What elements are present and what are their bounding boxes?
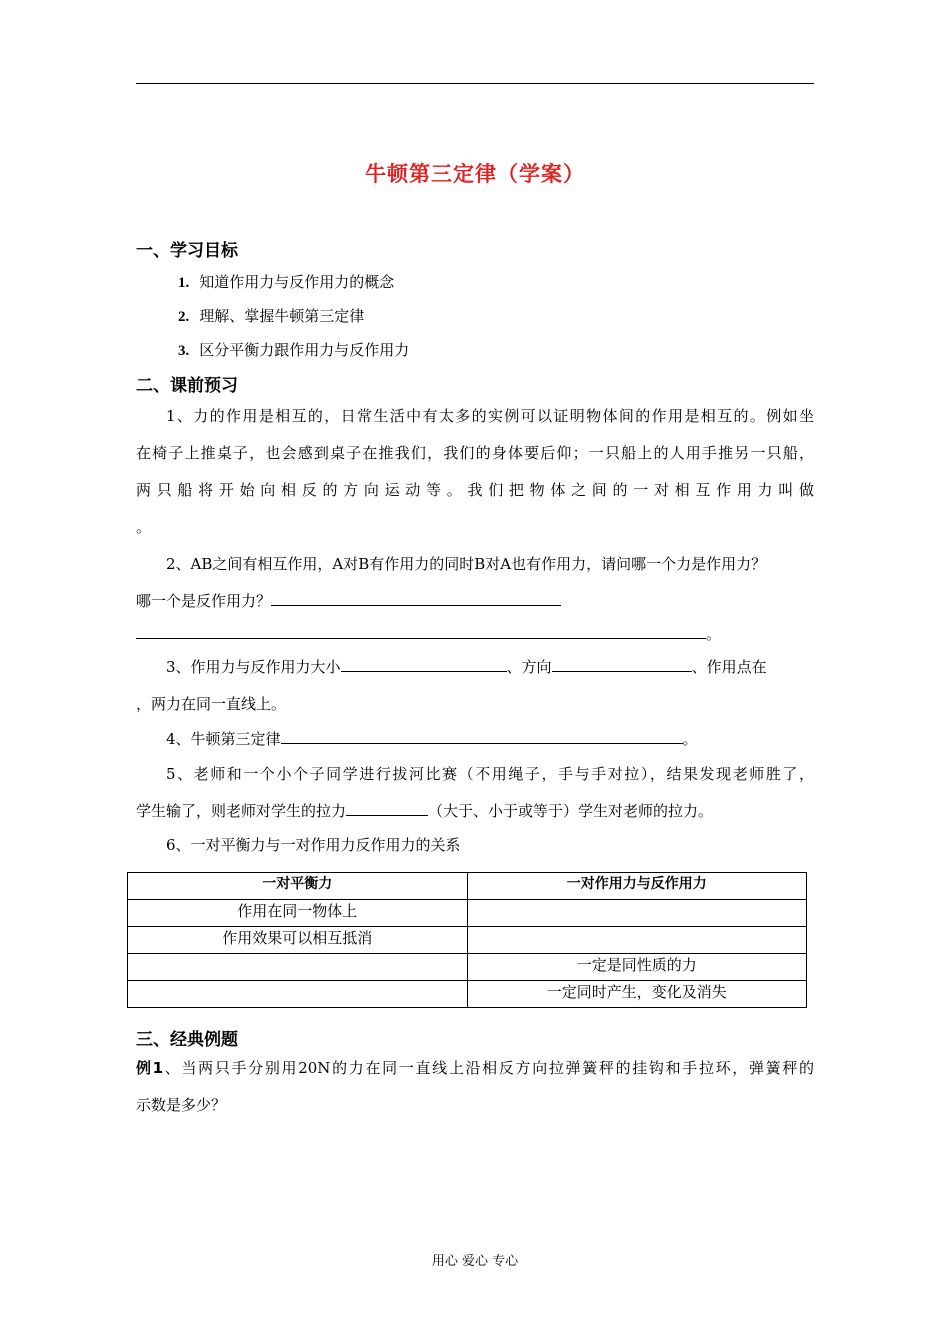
p2-line3 [136,616,814,653]
table-cell: 一定同时产生，变化及消失 [467,981,807,1008]
p5-line1: 5、老师和一个小个子同学进行拔河比赛（不用绳子，手与手对拉），结果发现老师胜了， [166,765,814,783]
p3-line2: ，两力在同一直线上。 [136,695,287,713]
answer-blank[interactable] [136,622,706,639]
objective-num: 3. [178,343,190,359]
comparison-table [127,872,807,1008]
table-cell: 作用在同一物体上 [128,900,468,927]
example1-line2: 示数是多少？ [136,1096,227,1114]
objective-num: 2. [178,309,190,325]
objective-text: 区分平衡力跟作用力与反作用力 [199,341,410,359]
table-row [128,900,807,927]
p2-end: 。 [706,625,722,643]
p2-question: 哪一个是反作用力？ [136,592,272,610]
answer-blank[interactable] [552,655,692,672]
answer-blank[interactable] [281,727,683,744]
table-row [128,954,807,981]
page-footer: 用心 爱心 专心 [431,1254,519,1269]
p3-text-a: 3、作用力与反作用力大小 [166,658,341,676]
p5-line2 [136,793,814,830]
table-cell: 一定是同性质的力 [467,954,807,981]
objective-text: 理解、掌握牛顿第三定律 [199,307,365,325]
table-cell[interactable] [467,927,807,954]
section1-heading: 一、学习目标 [136,241,238,261]
header-rule [136,83,814,84]
p3-text-b: 、方向 [506,658,552,676]
table-cell[interactable] [467,900,807,927]
objective-num: 1. [178,275,190,291]
objective-item-2 [178,305,364,326]
answer-blank[interactable] [346,799,428,816]
section2-heading: 二、课前预习 [136,376,238,396]
page-title: 牛顿第三定律（学案） [365,162,585,186]
p4-line [136,721,814,758]
p6-line: 6、一对平衡力与一对作用力反作用力的关系 [166,836,461,854]
p4-end: 。 [682,730,698,748]
objective-text: 知道作用力与反作用力的概念 [199,273,395,291]
p1-line2: 在椅子上推桌子，也会感到桌子在推我们，我们的身体要后仰；一只船上的人用手推另一只船， [136,444,814,462]
answer-blank[interactable] [271,589,561,606]
p3-line1 [136,649,814,686]
table-header: 一对作用力与反作用力 [467,873,807,900]
p2-line2 [136,583,814,620]
p4-text: 4、牛顿第三定律 [166,730,281,748]
section3-heading: 三、经典例题 [136,1030,238,1050]
answer-blank[interactable] [341,655,507,672]
example1-line1 [136,1050,814,1087]
table-row [128,981,807,1008]
objective-item-1 [178,271,394,292]
p3-text-c: 、作用点在 [691,658,767,676]
example-text: 、当两只手分别用20N的力在同一直线上沿相反方向拉弹簧秤的挂钩和手拉环，弹簧秤的 [163,1059,815,1077]
table-header-row [128,873,807,900]
table-cell: 作用效果可以相互抵消 [128,927,468,954]
table-header: 一对平衡力 [128,873,468,900]
example-label: 例1 [136,1059,164,1077]
p1-line3: 两只船将开始向相反的方向运动等。我们把物体之间的一对相互作用力叫做 [136,481,814,499]
p1-line1: 1、力的作用是相互的，日常生活中有太多的实例可以证明物体间的作用是相互的。例如坐 [166,407,814,425]
p1-line4: 。 [136,518,152,536]
p5-text-a: 学生输了，则老师对学生的拉力 [136,802,347,820]
objective-item-3 [178,339,409,360]
table-cell[interactable] [128,954,468,981]
table-cell[interactable] [128,981,468,1008]
p5-text-b: （大于、小于或等于）学生对老师的拉力。 [428,802,714,820]
table-row [128,927,807,954]
p2-line1: 2、AB之间有相互作用，A对B有作用力的同时B对A也有作用力，请问哪一个力是作用力？ [166,555,767,573]
